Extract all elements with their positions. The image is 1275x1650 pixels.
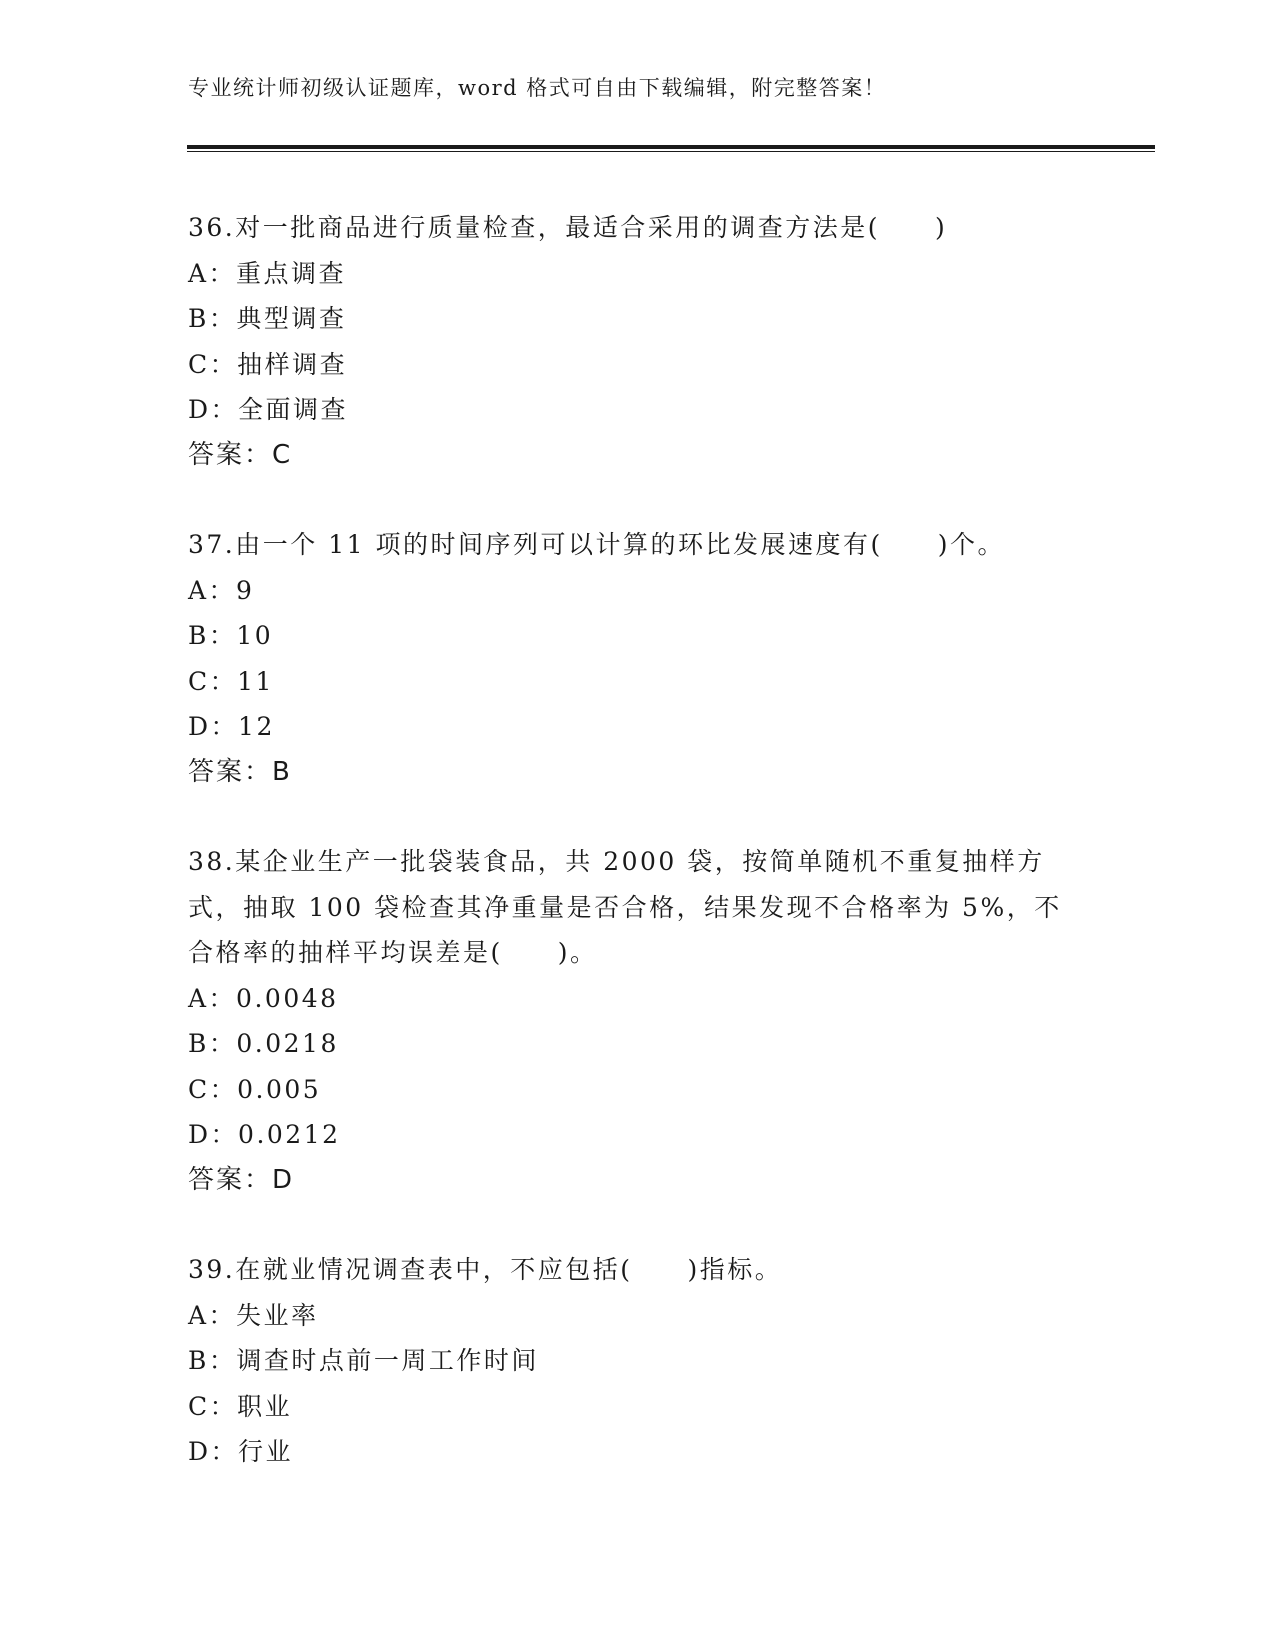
question-36 xyxy=(188,205,1088,478)
question-stem: 37.由一个 11 项的时间序列可以计算的环比发展速度有( )个。 xyxy=(188,530,1005,559)
option-c: C：0.005 xyxy=(188,1074,322,1104)
option-d: D：0.0212 xyxy=(188,1120,341,1149)
option-b: B：典型调查 xyxy=(188,304,347,333)
option-b: B：0.0218 xyxy=(188,1029,339,1058)
answer-label: 答案：C xyxy=(188,439,293,470)
question-stem-line-2: 式，抽取 100 袋检查其净重量是否合格，结果发现不合格率为 5%，不 xyxy=(188,892,1062,922)
option-a: A：9 xyxy=(188,575,255,605)
option-c: C：抽样调查 xyxy=(188,349,348,379)
question-38 xyxy=(188,839,1088,1203)
option-a: A：重点调查 xyxy=(188,258,347,288)
question-stem-line-1: 38.某企业生产一批袋装食品，共 2000 袋，按简单随机不重复抽样方 xyxy=(188,847,1045,876)
option-b: B：调查时点前一周工作时间 xyxy=(188,1346,539,1375)
option-c: C：11 xyxy=(188,666,274,696)
option-a: A：0.0048 xyxy=(188,983,339,1013)
option-d: D：12 xyxy=(188,712,275,741)
option-d: D：行业 xyxy=(188,1437,294,1466)
question-37 xyxy=(188,522,1088,795)
answer-label: 答案：D xyxy=(188,1164,295,1195)
header-divider xyxy=(187,145,1155,152)
option-d: D：全面调查 xyxy=(188,395,349,424)
option-b: B：10 xyxy=(188,621,274,650)
page-header: 专业统计师初级认证题库，word 格式可自由下载编辑，附完整答案！ xyxy=(188,76,887,100)
question-stem-line-3: 合格率的抽样平均误差是( )。 xyxy=(188,938,598,967)
question-stem: 39.在就业情况调查表中，不应包括( )指标。 xyxy=(188,1255,783,1284)
question-39 xyxy=(188,1247,1088,1475)
option-c: C：职业 xyxy=(188,1391,293,1421)
question-stem: 36.对一批商品进行质量检查，最适合采用的调查方法是( ) xyxy=(188,213,948,242)
answer-label: 答案：B xyxy=(188,756,292,787)
question-list xyxy=(188,205,1088,1519)
option-a: A：失业率 xyxy=(188,1300,319,1330)
